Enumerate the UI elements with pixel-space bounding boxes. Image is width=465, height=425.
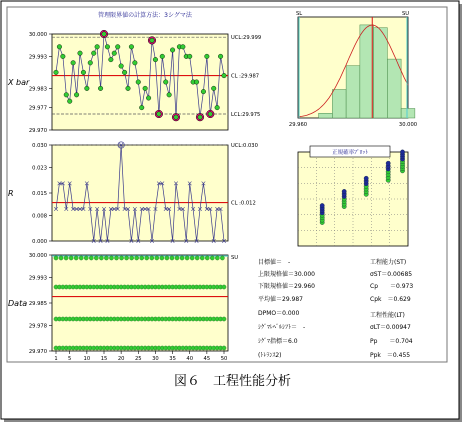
lt-sigma: σLT＝0.00947: [370, 324, 411, 331]
xbar-point: [181, 45, 186, 50]
range-ytick-label: 0.000: [32, 239, 47, 245]
xbar-ytick-label: 30.000: [28, 32, 47, 38]
xbar-point: [205, 54, 210, 59]
xbar-point: [143, 86, 148, 91]
st-cpk: Cpk ＝0.629: [370, 296, 411, 303]
npp-title: 正規確率ﾌﾟﾛｯﾄ: [332, 150, 368, 156]
data-plot-area: [52, 255, 228, 351]
lt-pp: Pp ＝0.704: [370, 338, 413, 345]
range-ucl-label: UCL:0.030: [231, 143, 258, 149]
data-point: [74, 256, 78, 260]
data-point: [205, 256, 209, 260]
xbar-point: [64, 93, 69, 98]
xbar-point: [153, 57, 158, 62]
xbar-point: [88, 61, 93, 66]
xbar-point: [54, 70, 59, 75]
xbar-point: [129, 45, 134, 50]
data-point: [210, 256, 214, 260]
st-title: 工程能力(ST): [370, 259, 407, 266]
data-xtick-label: 25: [134, 356, 142, 362]
hist-bar: [387, 59, 401, 118]
lt-title: 工程性能(LT): [370, 312, 405, 319]
data-point: [180, 256, 184, 260]
xbar-point: [81, 70, 86, 75]
npp-point: [364, 176, 368, 180]
xbar-point: [112, 51, 117, 56]
data-point: [79, 256, 83, 260]
xbar-point: [126, 86, 131, 91]
data-xtick-label: 40: [186, 356, 194, 362]
xbar-point: [98, 86, 103, 91]
data-point: [119, 256, 123, 260]
range-ytick-label: 0.008: [32, 213, 47, 220]
data-point: [124, 256, 128, 260]
histogram-chart: [289, 11, 417, 128]
data-point: [99, 256, 103, 260]
data-xtick-label: 15: [100, 356, 108, 362]
range-ytick-label: 0.015: [32, 191, 47, 197]
data-point: [109, 256, 113, 260]
xbar-point: [211, 86, 216, 91]
xbar-lcl-label: LCL:29.975: [231, 112, 261, 118]
data-ytick-label: 29.978: [28, 323, 47, 330]
xbar-point: [136, 80, 141, 85]
data-point: [145, 256, 149, 260]
data-ytick-label: 29.993: [28, 275, 47, 282]
data-point: [200, 256, 204, 260]
xbar-point: [201, 89, 206, 94]
st-sigma: σST＝0.00685: [370, 271, 413, 278]
data-point: [165, 256, 169, 260]
xbar-point: [187, 54, 192, 59]
data-xtick-label: 50: [220, 356, 228, 362]
data-point: [140, 256, 144, 260]
xbar-cl-label: CL :29.987: [231, 73, 260, 80]
hist-xtick-label: 29.960: [288, 122, 308, 128]
stat-sigma-index: ｼｸﾞﾏ指標＝6.0: [258, 338, 298, 345]
xbar-point: [67, 99, 72, 104]
stat-usl: 上限規格値＝30.000: [258, 271, 315, 278]
xbar-point-flagged: [150, 38, 155, 43]
npp-point: [320, 203, 324, 207]
xbar-point: [61, 54, 66, 59]
xbar-ytick-label: 29.983: [28, 86, 47, 93]
hist-bar: [346, 66, 360, 118]
xbar-point: [167, 93, 172, 98]
data-point: [59, 256, 63, 260]
data-point: [150, 256, 154, 260]
data-xtick-label: 30: [152, 356, 159, 362]
xbar-point: [222, 73, 227, 78]
data-point: [104, 256, 108, 260]
hist-bar: [401, 109, 415, 119]
xbar-point: [105, 45, 110, 50]
data-point: [185, 256, 189, 260]
data-point: [215, 256, 219, 260]
xbar-ytick-label: 29.977: [28, 105, 47, 112]
data-point: [220, 256, 224, 260]
data-xtick-label: 1: [54, 356, 58, 362]
data-point: [54, 256, 58, 260]
normal-prob-chart: [298, 146, 408, 246]
npp-point: [342, 189, 346, 193]
hist-bar: [332, 90, 346, 119]
data-point: [222, 285, 226, 289]
npp-point: [386, 161, 390, 165]
stat-lsl: 下限規格値＝29.960: [258, 283, 315, 290]
st-cp: Cp ＝0.973: [370, 283, 414, 290]
xbar-point: [163, 80, 168, 85]
data-xtick-label: 5: [68, 356, 72, 362]
hist-su-label: SU: [402, 11, 410, 17]
hist-sl-label: SL: [296, 11, 303, 17]
xbar-point: [194, 80, 199, 85]
data-ytick-label: 30.000: [28, 253, 47, 259]
data-point: [130, 256, 134, 260]
chart-title: 管理限界値の計算方法：3シグマ法: [98, 12, 192, 19]
xbar-point: [85, 86, 90, 91]
data-point: [69, 256, 73, 260]
hist-bar: [319, 113, 333, 118]
data-ytick-label: 29.985: [28, 301, 47, 307]
data-ylabel: Data: [8, 299, 28, 308]
range-ytick-label: 0.030: [32, 143, 47, 149]
xbar-point-flagged: [198, 115, 203, 120]
xbar-point: [78, 51, 83, 56]
stat-dpmo: DPMO＝0.000: [258, 310, 300, 317]
hist-xtick-label: 30.000: [398, 122, 418, 128]
npp-point: [400, 150, 404, 154]
lt-ppk: Ppk ＝0.455: [370, 352, 411, 359]
stat-tolerance: (ﾄﾚﾗﾝｽ2): [258, 352, 282, 359]
xbar-point-flagged: [102, 32, 107, 37]
xbar-point: [139, 105, 144, 110]
data-su-label: SU: [231, 255, 239, 261]
data-point: [64, 256, 68, 260]
xbar-point: [95, 45, 100, 50]
data-point: [155, 256, 159, 260]
figure-caption: 図６ 工程性能分析: [173, 374, 291, 389]
data-point: [170, 256, 174, 260]
stat-mean: 平均値＝29.987: [258, 296, 303, 303]
xbar-point-flagged: [174, 115, 179, 120]
data-xtick-label: 45: [203, 356, 211, 362]
xbar-point: [57, 45, 62, 50]
xbar-ytick-label: 29.993: [28, 54, 47, 61]
xbar-point: [115, 45, 120, 50]
data-xtick-label: 20: [117, 356, 125, 362]
xbar-point: [91, 51, 96, 56]
xbar-point: [215, 105, 220, 110]
data-point: [222, 317, 226, 321]
data-point: [222, 346, 226, 350]
xbar-point: [74, 93, 79, 98]
data-xtick-label: 35: [169, 356, 176, 362]
xbar-ylabel: X bar: [8, 78, 30, 87]
data-point: [94, 256, 98, 260]
data-point: [160, 256, 164, 260]
xbar-point: [218, 54, 223, 59]
data-point: [84, 256, 88, 260]
xbar-point: [146, 96, 151, 101]
data-point: [195, 256, 199, 260]
xbar-point: [133, 61, 138, 66]
xbar-point: [170, 48, 175, 53]
xbar-point: [71, 61, 76, 66]
stat-sigma-shift: ｼｸﾞﾏﾚﾍﾞﾙｼﾌﾄ＝ -: [258, 324, 306, 331]
data-point: [135, 256, 139, 260]
data-point: [114, 256, 118, 260]
xbar-point: [160, 54, 165, 59]
xbar-ytick-label: 29.970: [28, 128, 47, 134]
xbar-point: [122, 70, 127, 75]
data-ytick-label: 29.970: [28, 349, 47, 355]
xbar-ucl-label: UCL:29.999: [231, 35, 262, 42]
xbar-point: [119, 64, 124, 69]
data-point: [89, 256, 93, 260]
xbar-point: [109, 57, 114, 62]
data-point: [190, 256, 194, 260]
stat-target: 目標値＝ -: [258, 259, 291, 266]
xbar-point-flagged: [157, 112, 162, 117]
data-xtick-label: 10: [83, 356, 91, 362]
hist-bar: [374, 28, 388, 118]
range-cl-label: CL :0.012: [231, 200, 256, 207]
range-ytick-label: 0.023: [32, 165, 47, 172]
range-ylabel: R: [8, 189, 14, 198]
hist-bar: [360, 25, 374, 118]
data-point: [175, 256, 179, 260]
xbar-point-flagged: [208, 112, 213, 117]
